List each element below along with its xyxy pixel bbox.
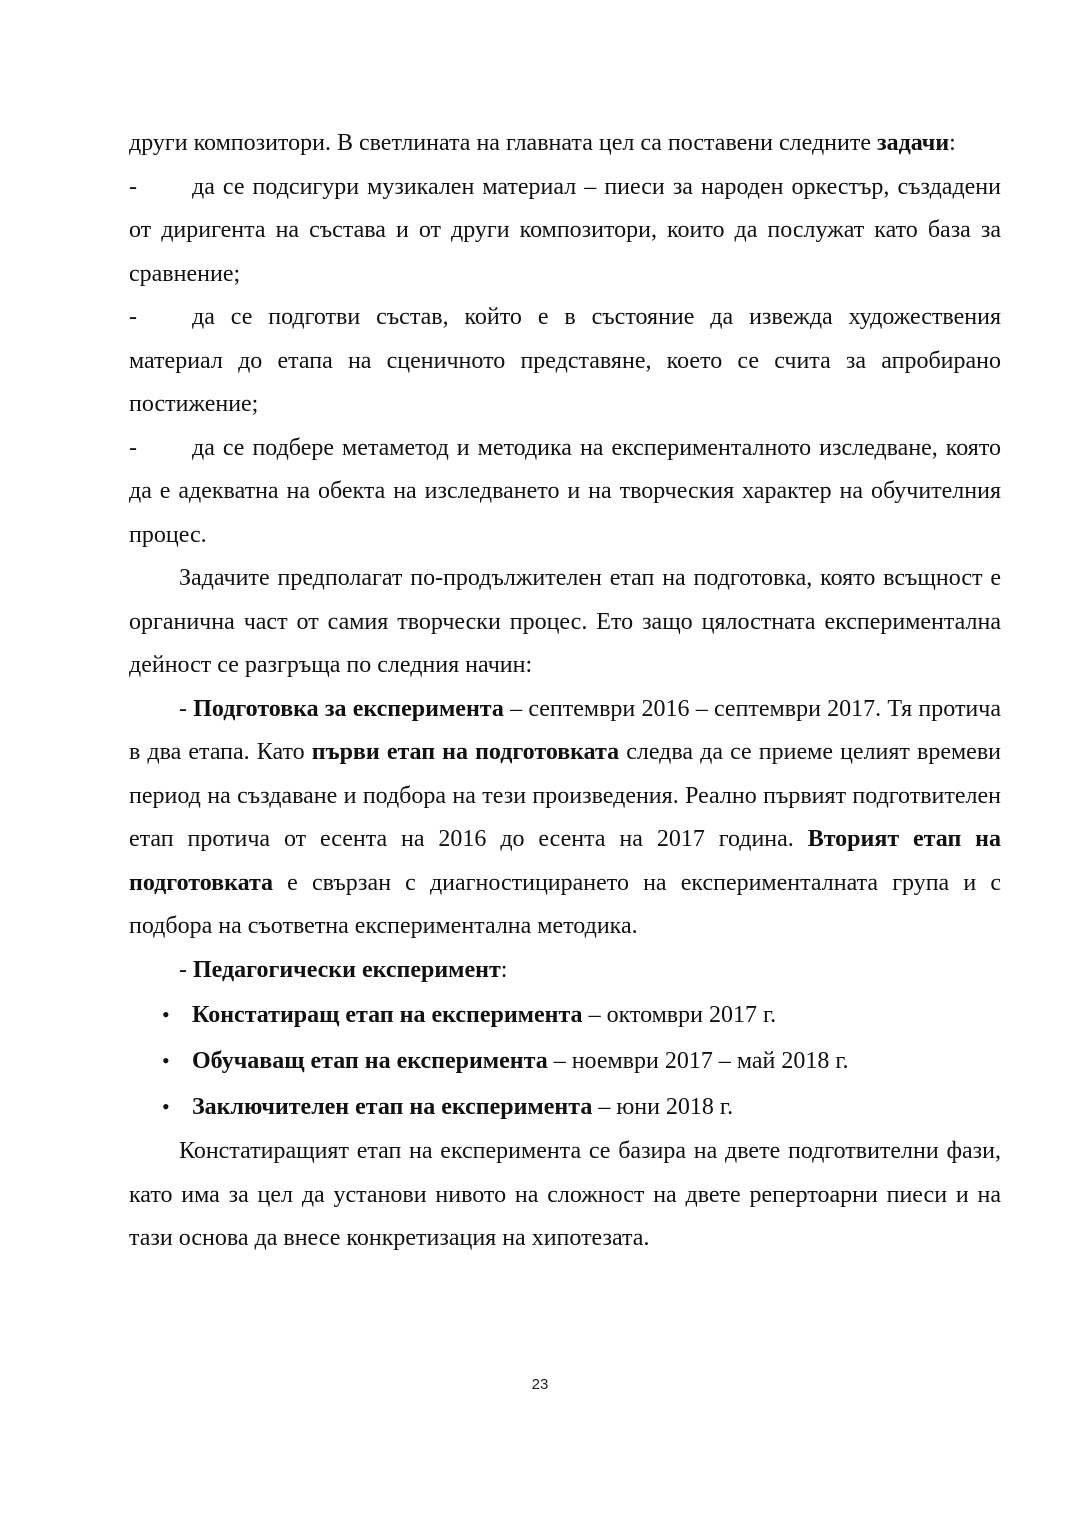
- stage-item-1-text: – октомври 2017 г.: [582, 1002, 777, 1028]
- bullet-icon: •: [162, 1002, 170, 1027]
- task-item-1: [129, 166, 1001, 297]
- task-item-1-text: да се подсигури музикален материал – пиеси за народен оркестър, създадени от диригента на състава и от други композитори, които да послужат като база за сравнение;: [129, 173, 1001, 287]
- pedagogical-heading: [129, 949, 1001, 993]
- prep-bold-first: първи етап на подготовката: [311, 739, 620, 765]
- intro-colon: :: [949, 130, 956, 156]
- dash-marker: -: [129, 434, 137, 461]
- stage-item-3-bold: Заключителен етап на експеримента: [192, 1094, 593, 1120]
- prep-bold-title: Подготовка за експеримента: [193, 695, 504, 722]
- stage-item-1-bold: Констатиращ етап на експеримента: [192, 1002, 583, 1028]
- task-item-3: [129, 427, 1001, 558]
- prep-marker: -: [179, 695, 187, 722]
- prep-text-1: – септември 2016 – септември 2017. Тя протича в два етапа. Като: [129, 695, 1001, 765]
- tasks-paragraph-text: Задачите предполагат по-продължителен етап на подготовка, която всъщност е органична част от самия творчески процес. Ето защо цялостната експериментална дейност се разгръща по следния начин:: [129, 565, 1001, 678]
- closing-paragraph: [129, 1130, 1001, 1261]
- stage-item-1: [129, 992, 1001, 1038]
- preparation-paragraph: [129, 688, 1001, 949]
- ped-colon: :: [500, 956, 508, 983]
- closing-text: Констатиращият етап на експеримента се базира на двете подготвителни фази, като има за цел да установи нивото на сложност на двете репертоарни пиеси и на тази основа да внесе конкретизация на хипотезата.: [129, 1138, 1001, 1251]
- stage-item-2-bold: Обучаващ етап на експеримента: [192, 1048, 548, 1074]
- stage-item-2-text: – ноември 2017 – май 2018 г.: [547, 1048, 849, 1074]
- dash-marker: -: [129, 173, 137, 200]
- dash-marker: -: [129, 304, 137, 330]
- prep-text-3: е свързан с диагностицирането на експерименталната група и с подбора на съответна експериментална методика.: [129, 869, 1001, 939]
- stages-list: [129, 992, 1001, 1130]
- page-number: 23: [531, 1376, 549, 1393]
- ped-bold-title: Педагогически експеримент: [193, 956, 501, 983]
- intro-text: други композитори. В светлината на главната цел са поставени следните: [129, 130, 877, 156]
- prep-text-2: следва да се приеме целият времеви период на създаване и подбора на тези произведения. Реално първият подготвителен етап протича от есента на 2016 до есента на 2017 година.: [129, 739, 1002, 852]
- prep-bold-second: Вторият етап на подготовката: [129, 826, 1001, 896]
- body-text: [129, 122, 1001, 1261]
- stage-item-2: [129, 1038, 1001, 1084]
- stage-item-3: [129, 1084, 1001, 1130]
- bullet-icon: •: [162, 1048, 170, 1073]
- stage-item-3-text: – юни 2018 г.: [592, 1094, 734, 1120]
- task-item-3-text: да се подбере метаметод и методика на експерименталното изследване, която да е адекватна на обекта на изследването и на творческия характер на обучителния процес.: [129, 434, 1001, 548]
- task-item-2-text: да се подготви състав, който е в състояние да извежда художествения материал до етапа на сценичното представяне, което се счита за апробирано постижение;: [129, 304, 1001, 417]
- task-item-2: [129, 296, 1001, 427]
- tasks-paragraph: [129, 557, 1001, 688]
- intro-bold-tasks: задачи: [876, 130, 950, 156]
- bullet-icon: •: [162, 1094, 170, 1119]
- intro-paragraph: [129, 122, 1001, 166]
- ped-marker: -: [179, 956, 187, 983]
